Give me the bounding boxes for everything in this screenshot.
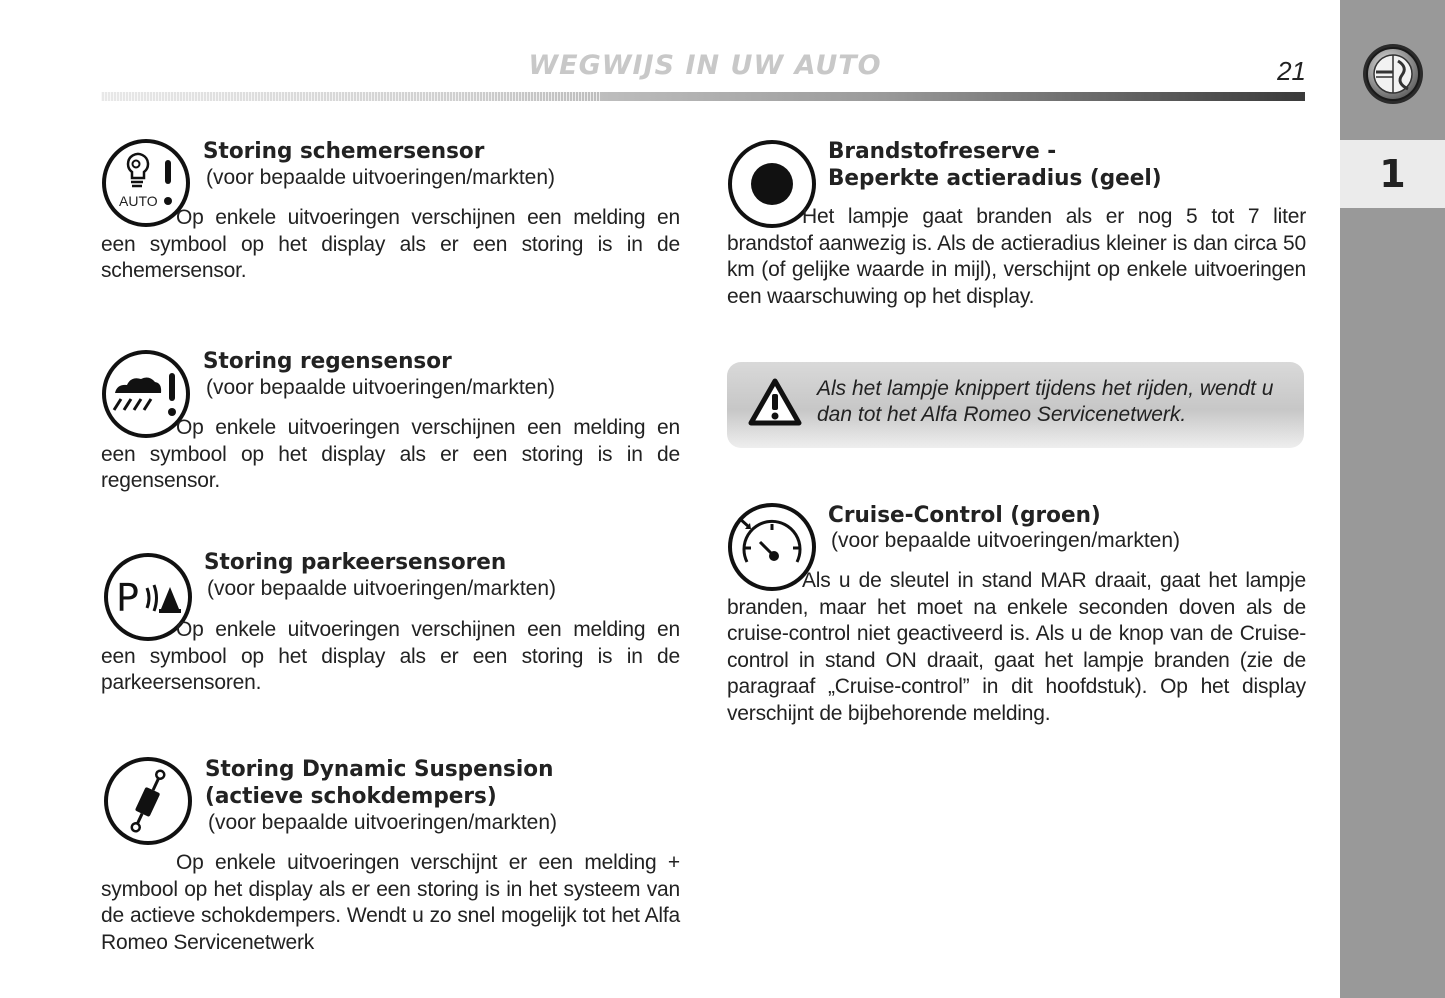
section-body-dynamic-suspension: Op enkele uitvoeringen verschijnt er een melding + symbool op het display als er een storing is in het systeem van de actieve schokdempers. Wendt u zo snel mogelijk tot het Alfa Romeo Servicenetwerk <box>101 851 680 954</box>
section-title-fuel-reserve: Brandstofreserve - <box>828 139 1057 164</box>
chapter-number: 1 <box>1379 152 1406 196</box>
section-body-fuel-reserve: Het lampje gaat branden als er nog 5 tot 7 liter brandstof aanwezig is. Als de actieradius kleiner is dan circa 50 km (of gelijke waarde in mijl), verschijnt op enkele uitvoeringen een waarschuwing op het display. <box>727 205 1306 308</box>
section-body-cruise-control: Als u de sleutel in stand MAR draait, gaat het lampje branden, maar het moet na enkele seconden doven als de cruise-control niet geactiveerd is. Als u de knop van de Cruise-control in stand ON draait, gaat het lampje branden (zie de paragraaf „Cruise-control” in dit hoofdstuk). Op het display verschijnt de bijbehorende melding. <box>727 569 1306 725</box>
brand-logo-icon <box>1362 43 1424 105</box>
section-subtitle: (voor bepaalde uitvoeringen/markten) <box>207 577 557 600</box>
warning-triangle-icon <box>748 378 802 426</box>
section-subtitle: (voor bepaalde uitvoeringen/markten) <box>206 166 556 189</box>
section-body-twilight-sensor: Op enkele uitvoeringen verschijnen een melding en een symbool op het display als er een storing is in de schemersensor. <box>101 206 680 283</box>
section-title-parking-sensors: Storing parkeersensoren <box>204 550 507 575</box>
section-subtitle: (voor bepaalde uitvoeringen/markten) <box>208 811 558 834</box>
section-title: WEGWIJS IN UW AUTO <box>528 50 882 81</box>
shock-absorber-fault-icon <box>103 756 193 846</box>
section-subtitle: (voor bepaalde uitvoeringen/markten) <box>831 529 1181 552</box>
section-title-dynamic-suspension: Storing Dynamic Suspension <box>205 757 554 782</box>
header-rule-texture <box>101 92 601 101</box>
section-title-fuel-reserve-line2: Beperkte actieradius (geel) <box>828 166 1162 191</box>
warning-text: Als het lampje knippert tijdens het rijden, wendt u dan tot het Alfa Romeo Servicenetwerk. <box>817 377 1274 426</box>
section-body-parking-sensors: Op enkele uitvoeringen verschijnen een melding en een symbool op het display als er een storing is in de parkeersensoren. <box>101 618 680 695</box>
svg-text:P: P <box>116 576 139 620</box>
page-number: 21 <box>1277 56 1306 86</box>
section-body-rain-sensor: Op enkele uitvoeringen verschijnen een melding en een symbool op het display als er een storing is in de regensensor. <box>101 416 680 493</box>
auto-icon-label: AUTO <box>119 193 158 209</box>
section-subtitle: (voor bepaalde uitvoeringen/markten) <box>206 376 556 399</box>
section-title-dynamic-suspension-line2: (actieve schokdempers) <box>205 784 497 809</box>
section-title-twilight-sensor: Storing schemersensor <box>203 139 485 164</box>
section-title-cruise-control: Cruise-Control (groen) <box>828 503 1101 528</box>
section-title-rain-sensor: Storing regensensor <box>203 349 452 374</box>
